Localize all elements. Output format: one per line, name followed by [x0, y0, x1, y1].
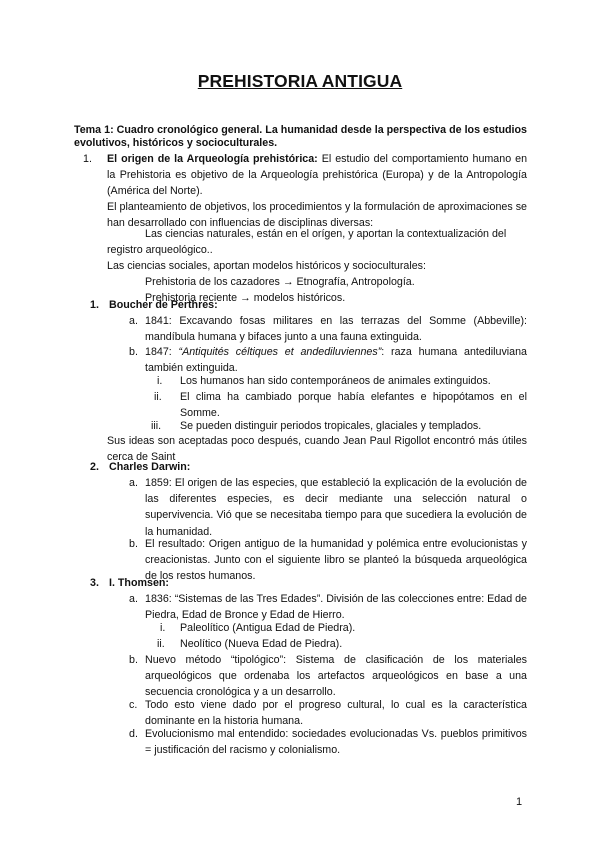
list-marker: b.	[129, 654, 138, 666]
subsection-heading: Charles Darwin:	[109, 461, 191, 473]
list-item: El clima ha cambiado porque había elefantes e hipopótamos en el Somme.	[180, 391, 527, 420]
list-marker: i.	[160, 622, 166, 634]
list-item: Los humanos han sido contemporáneos de animales extinguidos.	[180, 375, 491, 387]
list-marker: i.	[157, 375, 163, 387]
list-item: Evolucionismo mal entendido: sociedades evolucionadas Vs. pueblos primitivos = justificación del racismo y colonialismo.	[145, 728, 527, 757]
list-marker: ii.	[154, 391, 162, 403]
list-item: El resultado: Origen antiguo de la humanidad y polémica entre evolucionistas y creacionistas. Junto con el siguiente libro se planteó la búsqueda arqueológica de los restos humanos.	[145, 538, 527, 583]
book-title: “Antiquités céltiques et andediluviennes”	[178, 346, 382, 358]
page-title: PREHISTORIA ANTIGUA	[197, 71, 403, 91]
list-item: 1841: Excavando fosas militares en las terrazas del Somme (Abbeville): mandíbula humana y bifaces junto a una fauna extinguida.	[145, 315, 527, 344]
list-marker: a.	[129, 477, 138, 489]
list-marker: c.	[129, 699, 138, 711]
section-text: El estudio del comportamiento humano en la Prehistoria es objetivo de la Arqueología prehistórica (Europa) y de la Antropología (América del Norte).	[107, 153, 528, 198]
list-item: Se pueden distinguir periodos tropicales, glaciales y templados.	[180, 420, 482, 432]
paragraph: Las ciencias sociales, aportan modelos históricos y socioculturales:	[107, 260, 426, 272]
list-marker: iii.	[151, 420, 162, 432]
paragraph: Prehistoria de los cazadores → Etnografía, Antropología.	[145, 276, 415, 288]
item-text: : raza humana antediluviana también extinguida.	[145, 346, 527, 375]
list-item: Nuevo método “tipológico”: Sistema de clasificación de los materiales arqueológicos que ordenaba los artefactos arqueológicos en base a una secuencia cronológica y a un desarrollo.	[145, 654, 527, 699]
paragraph: El planteamiento de objetivos, los procedimientos y la formulación de aproximaciones se han desarrollado con influencias de disciplinas diversas:	[107, 201, 527, 230]
section-paragraph	[107, 151, 527, 200]
list-item: 1859: El origen de las especies, que estableció la explicación de la evolución de las diferentes especies, es decir mediante una selección natural o supervivencia. Vió que se necesitaba tiempo para que sucediera la evolución de la humanidad.	[145, 477, 527, 538]
list-marker: a.	[129, 315, 138, 327]
list-marker: b.	[129, 346, 138, 358]
list-number: 2.	[90, 461, 99, 473]
subsection-heading: Boucher de Perthres:	[109, 299, 218, 311]
list-marker: d.	[129, 728, 138, 740]
list-item: Paleolítico (Antigua Edad de Piedra).	[180, 622, 356, 634]
paragraph: Sus ideas son aceptadas poco después, cuando Jean Paul Rigollot encontró más útiles cerca de Saint	[107, 435, 527, 464]
section-number: 1.	[83, 153, 92, 165]
list-marker: ii.	[157, 638, 165, 650]
list-marker: a.	[129, 593, 138, 605]
tema-heading: Tema 1: Cuadro cronológico general. La humanidad desde la perspectiva de los estudios evolutivos, históricos y socioculturales.	[74, 124, 527, 149]
list-number: 3.	[90, 577, 99, 589]
page-number: 1	[516, 796, 523, 808]
item-year: 1847:	[145, 346, 179, 358]
section-heading: El origen de la Arqueología prehistórica:	[107, 153, 318, 165]
list-item: 1836: “Sistemas de las Tres Edades”. División de las colecciones entre: Edad de Piedra, Edad de Bronce y Edad de Hierro.	[145, 593, 527, 622]
list-item	[145, 344, 527, 376]
paragraph: Prehistoria reciente → modelos históricos.	[145, 292, 346, 304]
list-item: Todo esto viene dado por el progreso cultural, lo cual es la característica dominante en la historia humana.	[145, 699, 527, 728]
list-marker: b.	[129, 538, 138, 550]
paragraph: registro arqueológico..	[107, 244, 213, 256]
paragraph: Las ciencias naturales, están en el orígen, y aportan la contextualización del	[145, 228, 507, 240]
subsection-heading: I. Thomsen:	[109, 577, 169, 589]
list-number: 1.	[90, 299, 99, 311]
list-item: Neolítico (Nueva Edad de Piedra).	[180, 638, 343, 650]
